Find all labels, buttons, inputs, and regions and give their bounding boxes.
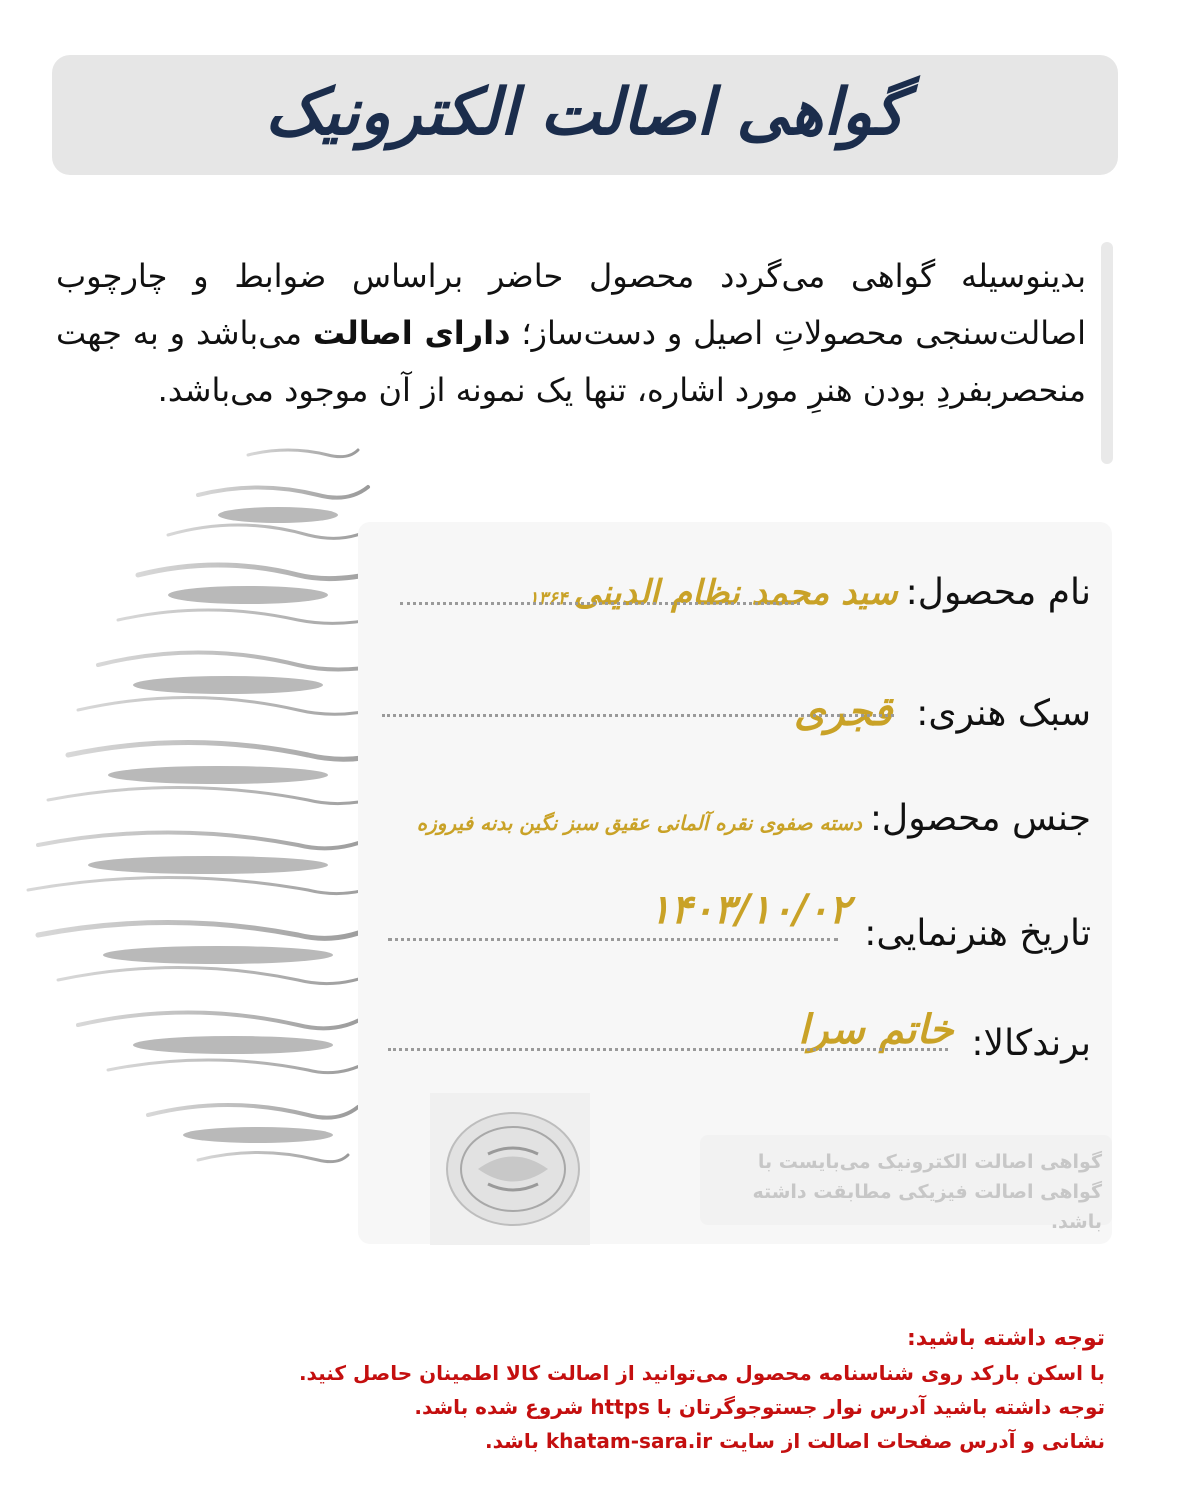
art-style-dotted-line <box>382 714 894 717</box>
product-name-year: ۱۳۶۴ <box>528 588 568 609</box>
brand-label: برندکالا: <box>971 1023 1091 1064</box>
product-name-dotted-line <box>400 602 800 605</box>
intro-text-2: می‌باشد و به جهت منحصربفردِ بودن هنرِ مورد اشاره، تنها یک نمونه از آن موجود می‌باشد. <box>56 314 1086 409</box>
seal-stamp-icon <box>446 1112 580 1226</box>
material-value: دسته صفوی نقره آلمانی عقیق سبز نگین بدنه فیروزه <box>416 811 862 835</box>
date-dotted-line <box>388 938 838 941</box>
authenticity-note-panel <box>700 1135 1112 1233</box>
art-style-value: قجری <box>793 688 893 735</box>
brand-value: خاتم سرا <box>798 1006 954 1053</box>
date-value: ۱۴۰۳/۱۰/۰۲ <box>649 886 851 933</box>
brand-dotted-line <box>388 1048 948 1051</box>
warning-line-3: نشانی و آدرس صفحات اصالت از سایت khatam-sara.ir باشد. <box>485 1429 1105 1453</box>
intro-paragraph <box>56 248 1086 419</box>
note-line-2: گواهی اصالت فیزیکی مطابقت داشته باشد. <box>752 1181 1102 1233</box>
date-label: تاریخ هنرنمایی: <box>864 913 1091 954</box>
intro-text-1: بدینوسیله گواهی می‌گردد محصول حاضر براساس ضوابط و چارچوب اصالت‌سنجی محصولاتِ اصیل و دست‌ساز؛ <box>56 257 1087 352</box>
material-label: جنس محصول: <box>869 798 1091 839</box>
warning-section <box>105 1322 1105 1458</box>
seal-emblem-icon <box>448 1114 578 1224</box>
certificate-header <box>52 55 1118 175</box>
material-row <box>417 798 1091 839</box>
art-style-row <box>794 688 1091 735</box>
certificate-title: گواهی اصالت الکترونیک <box>265 75 905 150</box>
authenticity-note <box>710 1147 1102 1237</box>
product-name-value: سید محمد نظام الدینی <box>573 573 898 613</box>
product-name-row <box>529 572 1091 613</box>
brand-row <box>798 1006 1091 1065</box>
art-style-label: سبک هنری: <box>916 693 1091 734</box>
warning-line-2: توجه داشته باشید آدرس نوار جستوجوگرتان با https شروع شده باشد. <box>414 1395 1105 1419</box>
warning-title: توجه داشته باشید: <box>907 1326 1105 1351</box>
date-row <box>649 886 1091 955</box>
warning-line-1: با اسکن بارکد روی شناسنامه محصول می‌توانید از اصالت کالا اطمینان حاصل کنید. <box>298 1361 1105 1385</box>
product-name-label: نام محصول: <box>905 572 1091 613</box>
note-line-1: گواهی اصالت الکترونیک می‌بایست با <box>757 1151 1102 1173</box>
intro-accent-bar <box>1101 242 1113 464</box>
intro-text-bold: دارای اصالت <box>312 314 511 352</box>
